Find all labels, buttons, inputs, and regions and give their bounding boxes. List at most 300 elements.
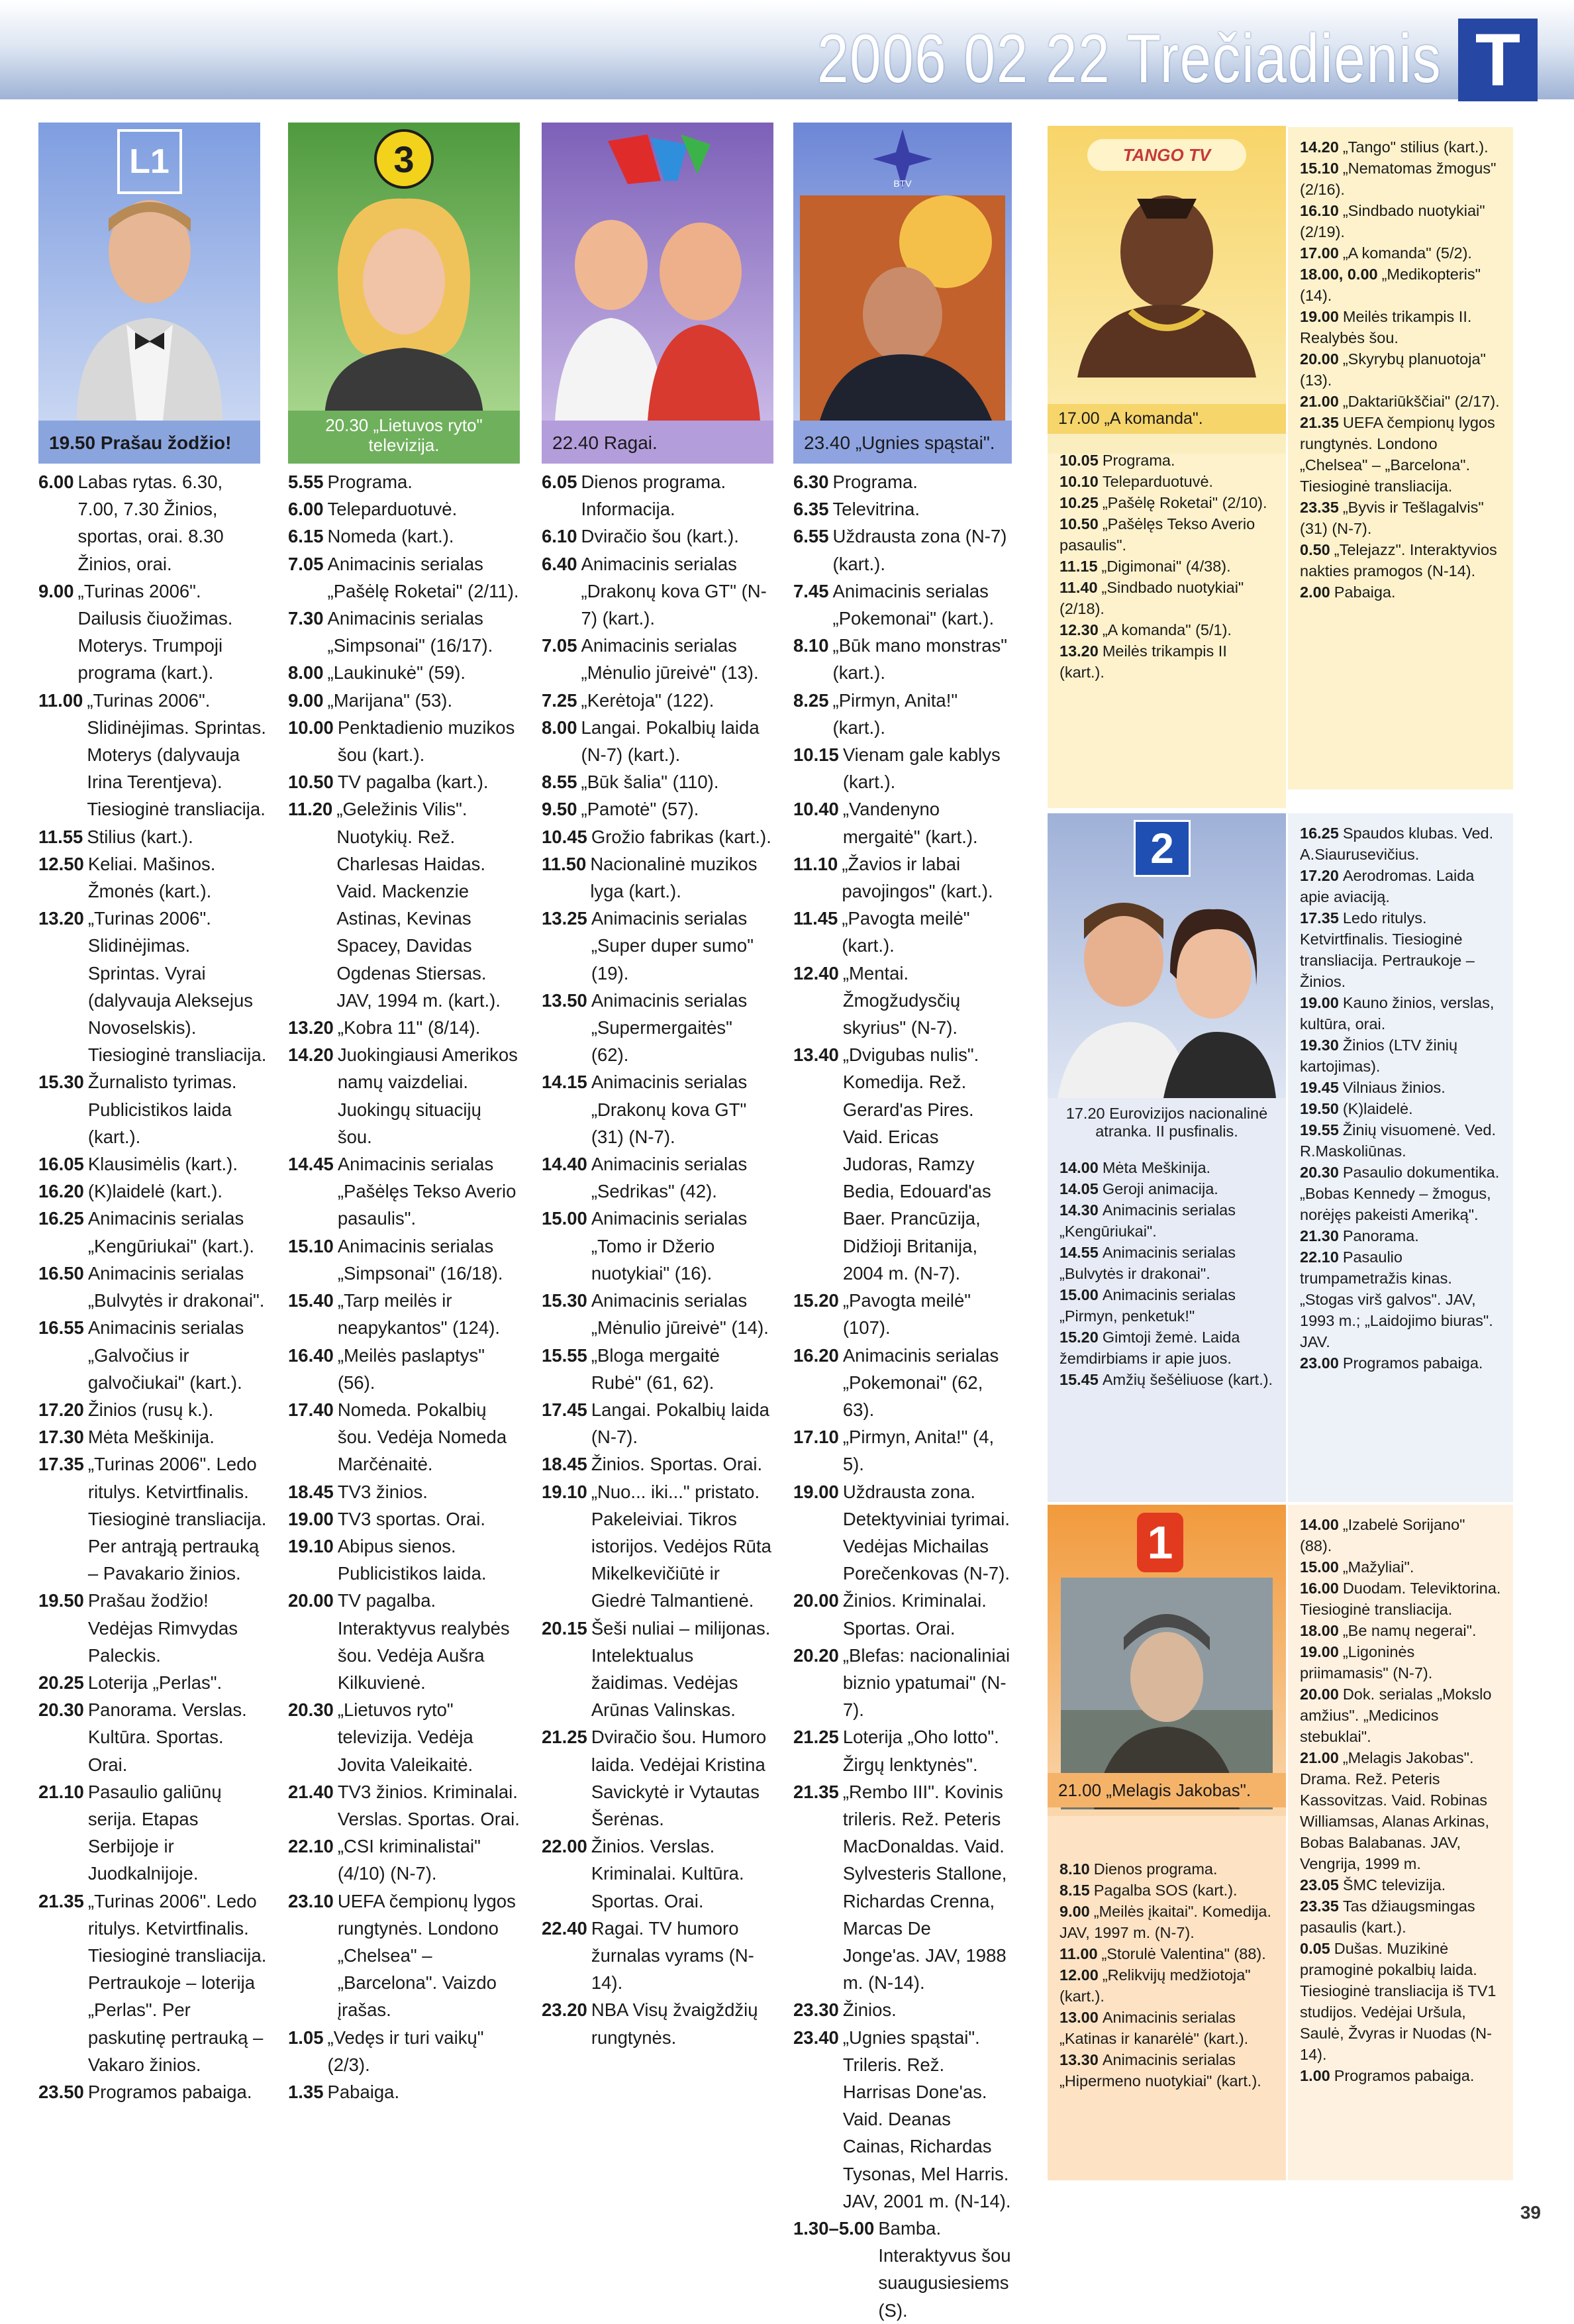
program-time: 21.40 — [288, 1781, 334, 1802]
program-entry — [793, 1342, 1012, 1424]
program-title: Gimtoji žemė. Laida žemdirbiams ir apie juos. — [1059, 1329, 1240, 1367]
program-title: „Būk šalia" (110). — [581, 772, 719, 793]
program-time: 22.10 — [288, 1836, 334, 1857]
program-entry — [38, 1587, 267, 1669]
program-time: 19.00 — [288, 1508, 334, 1529]
program-entry — [1300, 1556, 1501, 1578]
program-entry — [1300, 1641, 1501, 1684]
program-time: 16.10 — [1300, 202, 1339, 219]
program-entry — [38, 1150, 267, 1178]
program-time: 23.35 — [1300, 1897, 1339, 1915]
program-time: 6.00 — [38, 472, 74, 492]
program-title: Nomeda. Pokalbių šou. Vedėja Nomeda Marčėnaitė. — [337, 1399, 507, 1475]
program-title: Programa. — [832, 472, 918, 492]
program-time: 19.30 — [1300, 1036, 1339, 1054]
program-entry — [1059, 1901, 1274, 1943]
program-entry — [288, 1888, 520, 2024]
program-time: 7.45 — [793, 580, 829, 601]
program-time: 21.35 — [38, 1890, 84, 1911]
highlight-caption: 20.30 „Lietuvos ryto" televizija. — [288, 411, 520, 464]
program-entry — [542, 1478, 773, 1615]
program-time: 23.40 — [793, 2027, 839, 2048]
program-entry — [542, 1205, 773, 1287]
program-time: 1.00 — [1300, 2067, 1330, 2084]
program-time: 17.20 — [1300, 867, 1339, 884]
program-time: 14.00 — [1059, 1159, 1099, 1176]
program-entry — [793, 1478, 1012, 1588]
program-title: Spaudos klubas. Ved. A.Siaurusevičius. — [1300, 825, 1494, 863]
program-time: 13.25 — [542, 908, 587, 929]
lrt-logo: L1 — [117, 129, 182, 194]
program-title: „Turinas 2006". Slidinėjimas. Sprintas. Vyrai (dalyvauja Aleksejus Novoselskis). Tiesioginė transliacija. — [87, 908, 267, 1066]
program-time: 7.30 — [288, 608, 324, 629]
program-entry — [288, 1505, 520, 1533]
program-time: 10.25 — [1059, 494, 1099, 511]
program-time: 17.40 — [288, 1399, 334, 1420]
program-entry — [1300, 1162, 1501, 1225]
program-time: 10.50 — [1059, 515, 1099, 532]
program-title: Animacinis serialas „Mėnulio jūreivė" (13). — [581, 635, 759, 683]
program-title: Abipus sienos. Publicistikos laida. — [337, 1535, 487, 1584]
program-time: 8.10 — [1059, 1860, 1090, 1878]
program-time: 20.30 — [1300, 1164, 1339, 1181]
program-entry — [1300, 907, 1501, 992]
program-entry — [38, 1260, 267, 1314]
program-entry — [793, 468, 1012, 495]
program-title: Nacionalinė muzikos lyga (kart.). — [590, 853, 758, 902]
program-entry — [542, 523, 773, 550]
page-number: 39 — [1520, 2202, 1541, 2223]
program-title: „Skyrybų planuotoja" (13). — [1300, 350, 1486, 389]
highlight-caption: 21.00 „Melagis Jakobas". — [1048, 1773, 1286, 1807]
program-entry — [793, 1723, 1012, 1778]
program-entry — [288, 1287, 520, 1341]
program-title: Loterija „Oho lotto". Žirgų lenktynės". — [842, 1727, 999, 1775]
program-entry — [542, 905, 773, 987]
program-time: 18.00, 0.00 — [1300, 266, 1378, 283]
program-time: 5.55 — [288, 472, 324, 492]
program-time: 17.00 — [1300, 244, 1339, 262]
program-title: Animacinis serialas „Pašėlę Roketai" (2/11). — [327, 553, 519, 601]
program-title: Žinios. — [842, 1999, 897, 2021]
program-time: 8.15 — [1059, 1882, 1090, 1899]
program-entry — [1300, 1938, 1501, 2065]
program-time: 11.55 — [38, 826, 83, 847]
program-title: TV pagalba (kart.). — [337, 772, 489, 793]
program-title: „Meilės įkaitai". Komedija. JAV, 1997 m. (N-7). — [1059, 1903, 1271, 1941]
program-time: 15.40 — [288, 1290, 334, 1311]
program-time: 11.20 — [288, 799, 333, 820]
program-time: 14.55 — [1059, 1244, 1099, 1261]
program-entry — [288, 1478, 520, 1505]
program-time: 13.20 — [288, 1017, 334, 1038]
program-entry — [288, 1696, 520, 1778]
program-entry — [542, 1396, 773, 1450]
program-time: 12.30 — [1059, 621, 1099, 638]
program-title: „Melagis Jakobas". Drama. Rež. Peteris Kassovitzas. Vaid. Robinas Williamsas, Alanas Arkinas, Bobas Balabanas. JAV, Vengrija, 1999 m. — [1300, 1749, 1490, 1872]
program-entry — [542, 632, 773, 686]
program-time: 21.35 — [1300, 414, 1339, 431]
tango-schedule — [1288, 127, 1513, 789]
program-entry — [288, 2024, 520, 2078]
program-time: 19.00 — [1300, 1643, 1339, 1660]
program-title: Uždrausta zona (N-7) (kart.). — [832, 526, 1007, 574]
program-entry — [1059, 1858, 1274, 1880]
program-title: Žinios (rusų k.). — [87, 1399, 214, 1420]
program-time: 16.05 — [38, 1154, 84, 1175]
program-entry — [288, 1833, 520, 1887]
actor-photo — [1071, 179, 1263, 378]
program-time: 22.00 — [542, 1836, 587, 1857]
program-entry — [38, 1778, 267, 1888]
program-entry — [542, 1996, 773, 2050]
program-time: 23.20 — [542, 1999, 587, 2021]
program-title: Aerodromas. Laida apie aviaciją. — [1300, 867, 1475, 905]
program-title: Programa. — [1102, 452, 1175, 469]
program-entry — [1300, 1684, 1501, 1747]
channel-photo — [1048, 813, 1286, 1098]
program-entry — [793, 1778, 1012, 1997]
program-entry — [793, 1041, 1012, 1287]
program-entry — [1059, 1157, 1274, 1178]
program-title: Kauno žinios, verslas, kultūra, orai. — [1300, 994, 1495, 1033]
program-time: 19.00 — [1300, 994, 1339, 1011]
program-entry — [38, 905, 267, 1068]
schedule-list — [1048, 440, 1286, 692]
program-entry — [38, 1205, 267, 1259]
program-time: 12.40 — [793, 962, 839, 984]
program-title: Penktadienio muzikos šou (kart.). — [337, 717, 515, 766]
program-entry — [1059, 513, 1274, 556]
program-title: „Pirmyn, Anita!" (4, 5). — [842, 1427, 995, 1475]
program-entry — [1300, 539, 1501, 581]
program-entry — [1059, 1880, 1274, 1901]
program-title: Teleparduotuvė. — [327, 499, 458, 520]
program-time: 16.40 — [288, 1344, 334, 1366]
tango-logo: TANGO TV — [1087, 139, 1246, 171]
program-entry — [1300, 823, 1501, 865]
program-entry — [1300, 1874, 1501, 1895]
tv1-box — [1048, 1505, 1286, 2180]
program-title: „Kerėtoja" (122). — [581, 689, 714, 711]
program-entry — [793, 1423, 1012, 1478]
program-title: „A komanda" (5/2). — [1342, 244, 1472, 262]
program-entry — [793, 1642, 1012, 1724]
presenter-photo — [305, 189, 503, 421]
program-time: 14.00 — [1300, 1516, 1339, 1533]
program-title: Programos pabaiga. — [1342, 1354, 1483, 1372]
program-time: 23.00 — [1300, 1354, 1339, 1372]
program-title: TV3 žinios. — [337, 1481, 428, 1502]
program-title: Animacinis serialas „Katinas ir kanarėlė" (kart.). — [1059, 2009, 1249, 2047]
program-entry — [1300, 264, 1501, 306]
program-time: 17.30 — [38, 1427, 84, 1448]
program-title: Animacinis serialas „Galvočius ir galvočiukai" (kart.). — [87, 1317, 244, 1393]
channel-photo — [288, 123, 520, 421]
program-title: Animacinis serialas „Drakonų kova GT" (N-7) (kart.). — [581, 553, 767, 629]
program-time: 20.30 — [38, 1699, 84, 1721]
program-time: 13.20 — [38, 908, 84, 929]
program-time: 20.00 — [1300, 350, 1339, 368]
program-entry — [1300, 1225, 1501, 1246]
schedule-list — [793, 468, 1012, 2324]
program-title: (K)laidelė (kart.). — [87, 1181, 223, 1202]
presenters-photo — [548, 192, 767, 421]
program-time: 21.25 — [542, 1727, 587, 1748]
program-entry — [288, 687, 520, 714]
program-time: 11.00 — [38, 689, 83, 711]
program-title: Stilius (kart.). — [87, 826, 193, 847]
program-entry — [1300, 242, 1501, 264]
program-time: 13.40 — [793, 1044, 839, 1066]
program-title: „Ugnies spąstai". Trileris. Rež. Harrisas Done'as. Vaid. Deanas Cainas, Richardas Tysonas, Mel Harris. JAV, 2001 m. (N-14). — [842, 2027, 1011, 2211]
program-entry — [1300, 497, 1501, 539]
lnk-logo — [601, 128, 714, 187]
program-time: 6.40 — [542, 553, 577, 574]
program-title: „Mažyliai". — [1342, 1558, 1414, 1576]
program-title: Juokingiausi Amerikos namų vaizdeliai. Juokingų situacijų šou. — [337, 1044, 518, 1147]
presenter-photo — [64, 192, 236, 421]
schedule-list — [38, 468, 267, 2105]
program-entry — [1300, 1620, 1501, 1641]
program-time: 23.50 — [38, 2081, 84, 2102]
program-time: 20.00 — [1300, 1686, 1339, 1703]
program-time: 15.10 — [1300, 160, 1339, 177]
program-entry — [1300, 581, 1501, 603]
program-entry — [1059, 2007, 1274, 2049]
program-time: 9.00 — [288, 689, 324, 711]
program-entry — [38, 850, 267, 905]
program-title: Amžių šešėliuose (kart.). — [1102, 1371, 1273, 1388]
program-time: 10.10 — [1059, 473, 1099, 490]
program-entry — [288, 1533, 520, 1587]
program-title: Tas džiaugsmingas pasaulis (kart.). — [1300, 1897, 1475, 1936]
program-title: Dviračio šou. Humoro laida. Vedėjai Kristina Savickytė ir Vytautas Šerėnas. — [591, 1727, 767, 1829]
tv3-logo: 3 — [374, 129, 434, 189]
program-entry — [793, 1996, 1012, 2023]
program-time: 18.45 — [542, 1454, 587, 1475]
program-title: Šeši nuliai – milijonas. Intelektualus žaidimas. Vedėjas Arūnas Valinskas. — [591, 1617, 771, 1721]
program-entry — [1059, 1964, 1274, 2007]
program-entry — [1059, 556, 1274, 577]
program-time: 15.00 — [1300, 1558, 1339, 1576]
program-entry — [542, 550, 773, 632]
program-title: ŠMC televizija. — [1342, 1876, 1446, 1894]
program-time: 8.55 — [542, 772, 577, 793]
program-title: „Pavogta meilė" (107). — [842, 1290, 971, 1339]
program-title: Meilės trikampis II (kart.). — [1059, 642, 1227, 681]
program-title: Duodam. Televiktorina. Tiesioginė transliacija. — [1300, 1580, 1501, 1618]
program-entry — [793, 1587, 1012, 1641]
program-title: „Tango" stilius (kart.). — [1342, 138, 1489, 156]
highlight-caption: 23.40 „Ugnies spąstai". — [793, 421, 1012, 464]
program-time: 14.20 — [288, 1044, 334, 1066]
program-time: 7.05 — [542, 635, 577, 656]
program-time: 21.00 — [1300, 393, 1339, 410]
program-time: 15.20 — [793, 1290, 839, 1311]
program-title: „Pašėlę Roketai" (2/10). — [1102, 494, 1267, 511]
program-title: TV3 sportas. Orai. — [337, 1508, 485, 1529]
program-time: 19.55 — [1300, 1121, 1339, 1138]
program-entry — [1300, 391, 1501, 412]
program-time: 23.30 — [793, 1999, 839, 2021]
program-entry — [38, 1696, 267, 1778]
program-entry — [793, 632, 1012, 686]
program-time: 11.10 — [793, 853, 838, 874]
program-time: 23.35 — [1300, 499, 1339, 516]
program-entry — [38, 468, 267, 578]
program-time: 19.45 — [1300, 1079, 1339, 1096]
program-time: 22.40 — [542, 1917, 587, 1939]
program-title: Animacinis serialas „Bulvytės ir drakonai". — [87, 1262, 265, 1311]
program-title: Animacinis serialas „Bulvytės ir drakonai". — [1059, 1244, 1236, 1282]
program-entry — [288, 659, 520, 686]
program-time: 13.00 — [1059, 2009, 1099, 2026]
program-title: „Tarp meilės ir neapykantos" (124). — [337, 1290, 501, 1339]
program-entry — [288, 1233, 520, 1287]
program-title: Teleparduotuvė. — [1102, 473, 1214, 490]
program-time: 19.10 — [542, 1481, 587, 1502]
program-title: Animacinis serialas „Simpsonai" (16/17). — [327, 608, 493, 656]
program-entry — [542, 795, 773, 823]
program-title: Animacinis serialas „Kengūriukai". — [1059, 1201, 1236, 1240]
program-time: 17.20 — [38, 1399, 84, 1420]
program-entry — [542, 1068, 773, 1150]
program-time: 0.05 — [1300, 1940, 1330, 1957]
program-entry — [542, 1915, 773, 1997]
program-title: „Digimonai" (4/38). — [1101, 558, 1231, 575]
program-title: „Blefas: nacionaliniai biznio ypatumai" (N-7). — [842, 1644, 1010, 1721]
program-title: Pabaiga. — [1334, 583, 1396, 601]
program-entry — [793, 2024, 1012, 2215]
program-title: „Žavios ir labai pavojingos" (kart.). — [842, 853, 993, 902]
program-entry — [542, 1342, 773, 1396]
program-title: Animacinis serialas „Tomo ir Džerio nuotykiai" (16). — [591, 1208, 748, 1284]
program-title: UEFA čempionų lygos rungtynės. Londono „Chelsea" – „Barcelona". Tiesioginė transliacija. — [1300, 414, 1495, 495]
program-title: Programos pabaiga. — [1334, 2067, 1475, 2084]
program-time: 16.25 — [38, 1208, 84, 1229]
program-entry — [288, 468, 520, 495]
program-time: 8.00 — [288, 662, 324, 683]
program-title: Animacinis serialas „Pokemonai" (kart.). — [832, 580, 995, 629]
program-time: 8.10 — [793, 635, 829, 656]
program-title: Prašau žodžio! Vedėjas Rimvydas Paleckis. — [87, 1590, 238, 1666]
program-time: 10.05 — [1059, 452, 1099, 469]
program-time: 9.50 — [542, 799, 577, 820]
program-title: Pagalba SOS (kart.). — [1093, 1882, 1238, 1899]
program-title: Ragai. TV humoro žurnalas vyrams (N-14). — [591, 1917, 754, 1994]
program-title: Vienam gale kablys (kart.). — [842, 744, 1001, 793]
program-title: „Izabelė Sorijano" (88). — [1300, 1516, 1465, 1554]
program-entry — [1300, 1077, 1501, 1098]
program-entry — [542, 768, 773, 795]
program-entry — [288, 495, 520, 523]
program-title: „Medikopteris" (14). — [1300, 266, 1481, 304]
program-entry — [542, 1450, 773, 1478]
program-title: „Meilės paslaptys" (56). — [337, 1344, 485, 1393]
program-entry — [1059, 492, 1274, 513]
program-title: (K)laidelė. — [1342, 1100, 1413, 1117]
schedule-list — [1048, 1849, 1286, 2101]
schedule-list — [288, 468, 520, 2105]
program-title: „Kobra 11" (8/14). — [337, 1017, 481, 1038]
program-time: 6.30 — [793, 472, 829, 492]
program-time: 6.10 — [542, 526, 577, 547]
program-title: „Dvigubas nulis". Komedija. Rež. Gerard'as Pires. Vaid. Ericas Judoras, Ramzy Bedia, Edouard'as Baer. Prancūzija, Didžioji Britanija, 2004 m. (N-7). — [842, 1044, 991, 1284]
program-title: Dušas. Muzikinė pramoginė pokalbių laida. Tiesioginė transliacija iš TV1 studijos. Vedėjai Uršula, Saulė, Žvyras ir Nuodas (N-14). — [1300, 1940, 1497, 2063]
program-entry — [288, 1342, 520, 1396]
program-time: 12.00 — [1059, 1966, 1099, 1984]
program-time: 10.45 — [542, 826, 587, 847]
program-title: Žinios (LTV žinių kartojimas). — [1300, 1036, 1458, 1075]
program-title: „Storulė Valentina" (88). — [1101, 1945, 1266, 1962]
program-title: Dienos programa. Informacija. — [581, 472, 726, 520]
program-title: „Telejazz". Interaktyvios nakties pramogos (N-14). — [1300, 541, 1497, 580]
program-time: 10.50 — [288, 772, 334, 793]
program-title: Klausimėlis (kart.). — [87, 1154, 238, 1175]
program-time: 6.15 — [288, 526, 324, 547]
channel-photo — [38, 123, 260, 421]
program-title: Labas rytas. 6.30, 7.00, 7.30 Žinios, sportas, orai. 8.30 Žinios, orai. — [77, 472, 224, 574]
channel-photo — [1048, 126, 1286, 430]
program-entry — [288, 714, 520, 768]
day-badge: T — [1458, 19, 1538, 101]
program-entry — [1300, 348, 1501, 391]
program-entry — [793, 741, 1012, 795]
program-title: Animacinis serialas „Sedrikas" (42). — [591, 1154, 748, 1202]
program-time: 1.35 — [288, 2081, 324, 2102]
program-time: 18.00 — [1300, 1622, 1339, 1639]
program-entry — [1059, 619, 1274, 640]
program-title: Televitrina. — [832, 499, 920, 520]
tv1-schedule — [1288, 1505, 1513, 2180]
program-title: „A komanda" (5/1). — [1102, 621, 1232, 638]
program-title: Žinios. Sportas. Orai. — [591, 1454, 763, 1475]
program-time: 16.25 — [1300, 825, 1339, 842]
schedule-list — [1048, 1148, 1286, 1399]
program-title: Dok. serialas „Mokslo amžius". „Medicinos stebuklai". — [1300, 1686, 1492, 1745]
program-title: Mėta Meškinija. — [87, 1427, 215, 1448]
program-title: Dienos programa. — [1093, 1860, 1218, 1878]
program-time: 17.35 — [1300, 909, 1339, 927]
program-time: 21.10 — [38, 1781, 84, 1802]
program-time: 20.20 — [793, 1644, 839, 1666]
program-time: 15.00 — [1059, 1286, 1099, 1303]
schedule-list — [542, 468, 773, 2051]
program-title: TV pagalba. Interaktyvus realybės šou. Vedėja Aušra Kilkuvienė. — [337, 1590, 510, 1693]
program-title: Žinios. Kriminalai. Sportas. Orai. — [842, 1590, 987, 1639]
program-entry — [1300, 1895, 1501, 1938]
program-title: „Geležinis Vilis". Nuotykių. Rež. Charlesas Haidas. Vaid. Mackenzie Astinas, Kevinas Spacey, Davidas Ogdenas Stiersas. JAV, 1994 m. (kart.). — [336, 799, 501, 1011]
program-title: „Vandenyno mergaitė" (kart.). — [842, 799, 978, 847]
program-entry — [1059, 1327, 1274, 1369]
program-entry — [793, 905, 1012, 959]
program-title: Žinių visuomenė. Ved. R.Maskoliūnas. — [1300, 1121, 1497, 1160]
tv1-logo: 1 — [1137, 1513, 1183, 1572]
program-title: Pabaiga. — [327, 2081, 400, 2102]
program-time: 22.10 — [1300, 1248, 1339, 1266]
program-title: „Ligoninės priimamasis" (N-7). — [1300, 1643, 1433, 1682]
program-title: Keliai. Mašinos. Žmonės (kart.). — [87, 853, 216, 902]
program-title: „Vedęs ir turi vaikų" (2/3). — [327, 2027, 484, 2075]
program-time: 9.00 — [38, 580, 74, 601]
program-time: 20.30 — [288, 1699, 334, 1721]
program-entry — [793, 578, 1012, 632]
program-title: „Turinas 2006". Ledo ritulys. Ketvirtfinalis. Tiesioginė transliacija. Per antrąją pertrauką – Pavakario žinios. — [87, 1454, 267, 1584]
program-title: Panorama. — [1342, 1227, 1419, 1244]
program-time: 15.10 — [288, 1235, 334, 1256]
program-title: Langai. Pokalbių laida (N-7). — [591, 1399, 769, 1448]
